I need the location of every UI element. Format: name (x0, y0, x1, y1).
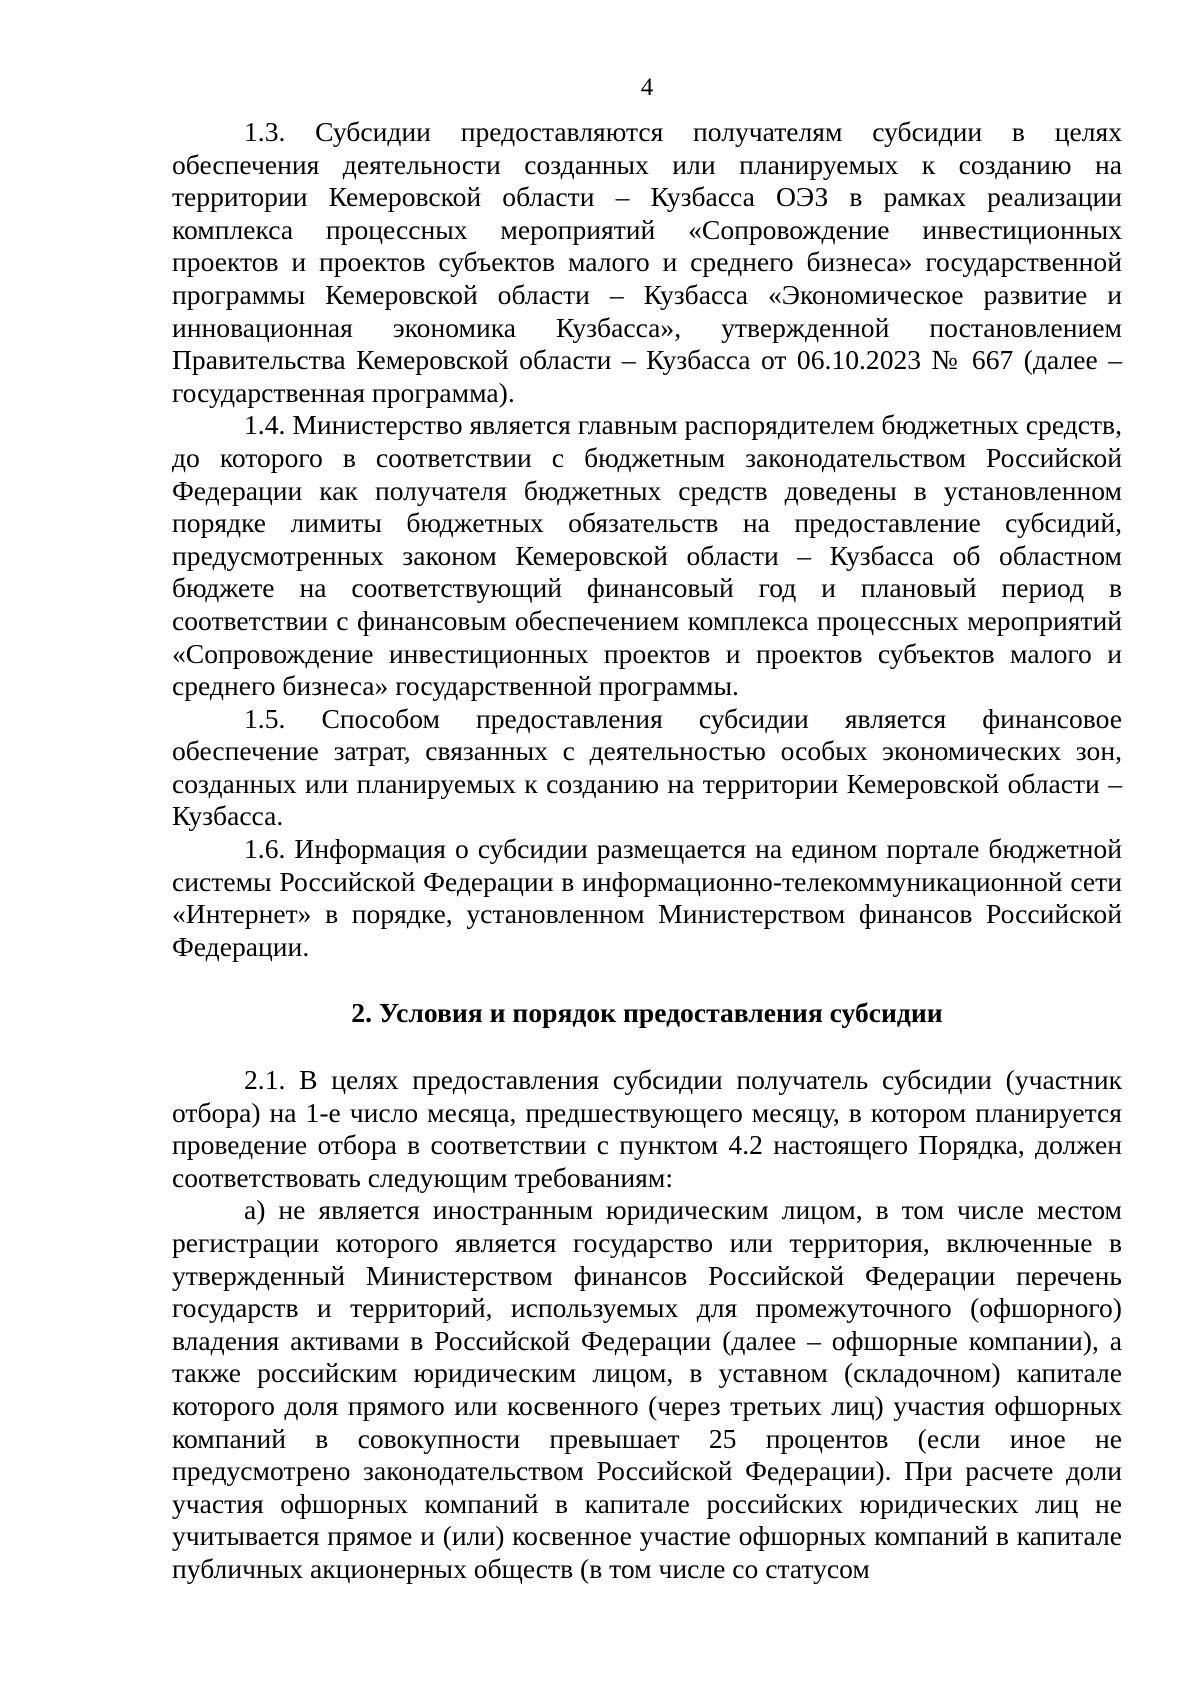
page-number: 4 (640, 74, 654, 101)
paragraph-1-3: 1.3. Субсидии предоставляются получателям субсидии в целях обеспечения деятельности созданных или планируемых к созданию на территории Кемеровской области – Кузбасса ОЭЗ в рамках реализации комплекса процессных мероприятий «Сопровождение инвестиционных проектов и проектов субъектов малого и среднего бизнеса» государственной программы Кемеровской области – Кузбасса «Экономическое развитие и инновационная экономика Кузбасса», утвержденной постановлением Правительства Кемеровской области – Кузбасса от 06.10.2023 № 667 (далее – государственная программа). (172, 116, 1122, 408)
paragraph-1-6: 1.6. Информация о субсидии размещается на едином портале бюджетной системы Российской Федерации в информационно-телекоммуникационной сети «Интернет» в порядке, установленном Министерством финансов Российской Федерации. (172, 833, 1122, 962)
paragraph-1-4: 1.4. Министерство является главным распорядителем бюджетных средств, до которого в соответствии с бюджетным законодательством Российской Федерации как получателя бюджетных средств доведены в установленном порядке лимиты бюджетных обязательств на предоставление субсидий, предусмотренных законом Кемеровской области – Кузбасса об областном бюджете на соответствующий финансовый год и плановый период в соответствии с финансовым обеспечением комплекса процессных мероприятий «Сопровождение инвестиционных проектов и проектов субъектов малого и среднего бизнеса» государственной программы. (172, 409, 1122, 702)
paragraph-1-5: 1.5. Способом предоставления субсидии является финансовое обеспечение затрат, связанных с деятельностью особых экономических зон, созданных или планируемых к созданию на территории Кемеровской области – Кузбасса. (172, 702, 1122, 832)
document-page (172, 68, 1122, 1586)
section-heading: 2. Условия и порядок предоставления субсидии (351, 997, 943, 1029)
paragraph-2-1-a: а) не является иностранным юридическим лицом, в том числе местом регистрации которого является государство или территория, включенные в утвержденный Министерством финансов Российской Федерации перечень государств и территорий, используемых для промежуточного (офшорного) владения активами в Российской Федерации (далее – офшорные компании), а также российским юридическим лицом, в уставном (складочном) капитале которого доля прямого или косвенного (через третьих лиц) участия офшорных компаний в совокупности превышает 25 процентов (если иное не предусмотрено законодательством Российской Федерации). При расчете доли участия офшорных компаний в капитале российских юридических лиц не учитывается прямое и (или) косвенное участие офшорных компаний в капитале публичных акционерных обществ (в том числе со статусом (172, 1194, 1122, 1584)
paragraph-2-1: 2.1. В целях предоставления субсидии получатель субсидии (участник отбора) на 1-е число месяца, предшествующего месяцу, в котором планируется проведение отбора в соответствии с пунктом 4.2 настоящего Порядка, должен соответствовать следующим требованиям: (172, 1064, 1122, 1193)
